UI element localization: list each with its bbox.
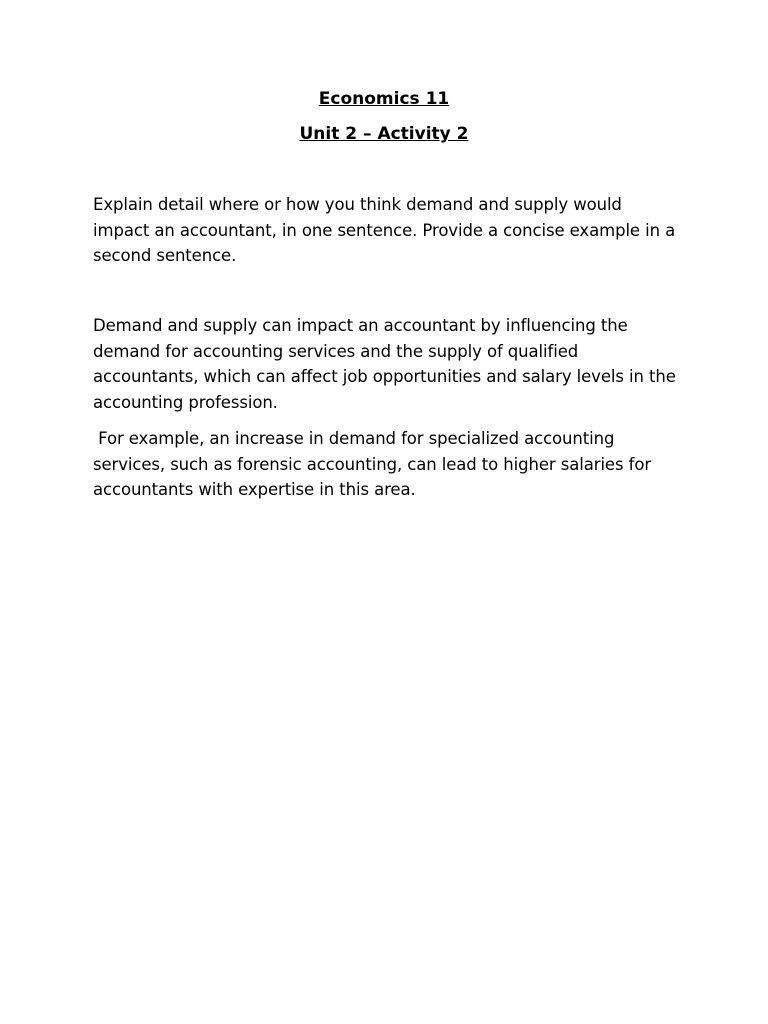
question-paragraph: Explain detail where or how you think demand and supply would impact an accountant, in one sentence. Provide a concise example in a second sentence. — [93, 195, 676, 266]
document-subtitle: Unit 2 – Activity 2 — [299, 124, 469, 144]
document-title: Economics 11 — [318, 89, 450, 109]
example-paragraph: For example, an increase in demand for specialized accounting services, such as forensic accounting, can lead to higher salaries for accountants with expertise in this area. — [93, 429, 657, 500]
answer-paragraph: Demand and supply can impact an accountant by influencing the demand for accounting services and the supply of qualified accountants, which can affect job opportunities and salary levels in the accounting profession. — [93, 316, 676, 413]
